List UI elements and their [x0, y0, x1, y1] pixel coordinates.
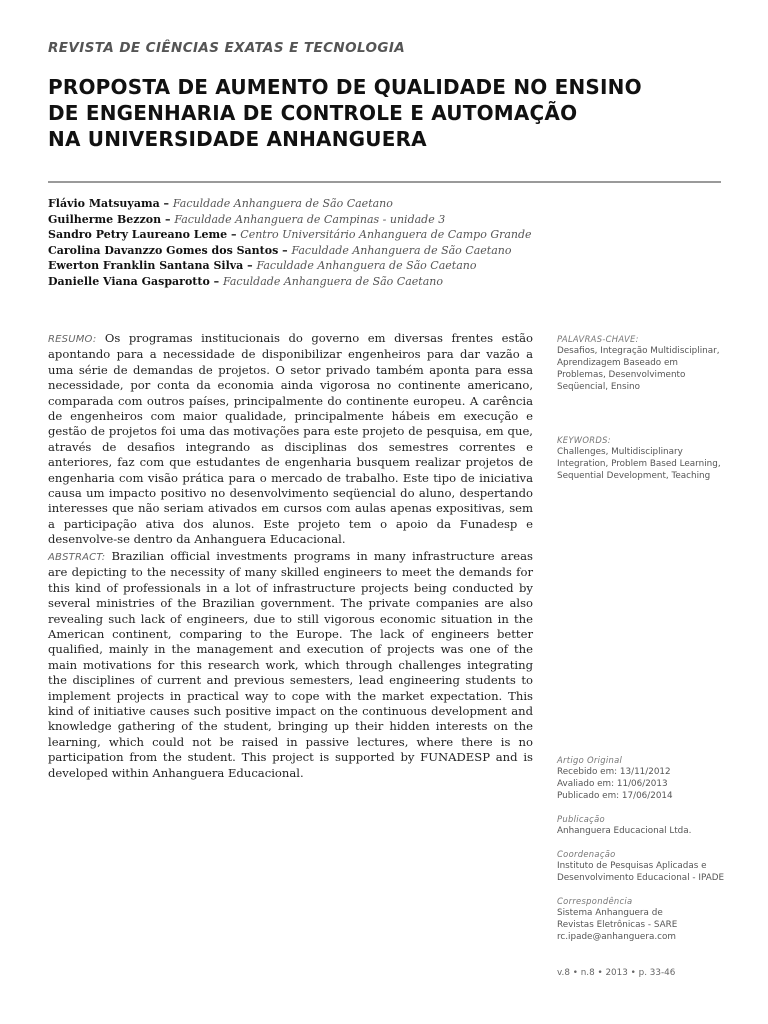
author-name: Danielle Viana Gasparotto	[48, 274, 210, 288]
article-metadata	[557, 754, 729, 954]
publicacao-text: Anhanguera Educacional Ltda.	[557, 826, 692, 836]
recebido-date: Recebido em: 13/11/2012	[557, 767, 671, 777]
correspondencia-line: Sistema Anhanguera de	[557, 908, 663, 918]
correspondencia-group	[557, 895, 729, 943]
author-entry	[48, 258, 718, 274]
abstract-label: ABSTRACT:	[48, 552, 106, 563]
palavras-chave-label: PALAVRAS-CHAVE:	[557, 334, 639, 344]
author-entry	[48, 274, 718, 290]
author-name: Ewerton Franklin Santana Silva	[48, 259, 244, 272]
publicacao-label: Publicação	[557, 814, 605, 824]
author-affiliation: Centro Universitário Anhanguera de Campo Grande	[240, 228, 532, 241]
abstract-text: Brazilian official investments programs in many infrastructure areas are depicting to the necessity of many skilled engineers to meet the demands for this kind of professionals in a lot of infrastructure projects being conducted by several ministries of the Brazilian government. The private companies are also revealing such lack of engineers, due to still vigorous economic situation in the American continent, comparing to the Europe. The lack of engineers better qualified, mainly in the management and execution of projects was one of the main motivations for this research work, which through challenges integrating the disciplines of current and previous semesters, lead engineering students to implement projects in practical way to cope with the market expectation. This kind of initiative causes such positive impact on the continuous development and knowledge gathering of the student, bringing up their hidden interests on the learning, which could not be raised in passive lectures, where there is no participation from the student. This project is supported by FUNADESP and is developed within Anhanguera Educacional.	[48, 549, 533, 780]
author-name: Guilherme Bezzon	[48, 212, 162, 226]
correspondencia-line: Revistas Eletrônicas - SARE	[557, 920, 678, 930]
author-affiliation: Faculdade Anhanguera de São Caetano	[222, 274, 443, 288]
palavras-chave-text: Desafios, Integração Multidisciplinar, Aprendizagem Baseado em Problemas, Desenvolvimento Seqüencial, Ensino	[557, 346, 720, 392]
author-name: Sandro Petry Laureano Leme	[48, 228, 228, 241]
header-divider	[48, 181, 721, 183]
author-affiliation: Faculdade Anhanguera de Campinas - unidade 3	[174, 212, 446, 226]
author-entry	[48, 243, 718, 259]
author-list	[48, 196, 718, 289]
author-separator: –	[161, 212, 175, 226]
resumo-paragraph	[48, 331, 533, 548]
author-separator: –	[159, 197, 173, 210]
resumo-label: RESUMO:	[48, 334, 97, 345]
artigo-label: Artigo Original	[557, 755, 623, 765]
author-separator: –	[278, 243, 292, 257]
coordenacao-line: Instituto de Pesquisas Aplicadas e	[557, 861, 707, 871]
keywords-block	[557, 434, 729, 482]
palavras-chave-block	[557, 333, 729, 393]
author-separator: –	[227, 228, 241, 241]
volume-footer: v.8 • n.8 • 2013 • p. 33-46	[557, 968, 676, 978]
author-name: Carolina Davanzzo Gomes dos Santos	[48, 243, 279, 257]
author-entry	[48, 227, 718, 243]
title-line: NA UNIVERSIDADE ANHANGUERA	[48, 127, 427, 151]
resumo-text: Os programas institucionais do governo em diversas frentes estão apontando para a necessidade de disponibilizar engenheiros para dar vazão a uma série de demandas de projetos. O setor privado também aponta para essa necessidade, por conta da economia ainda vigorosa no continente americano, comparada com outros países, principalmente do continente europeu. A carência de engenheiros com maior qualidade, principalmente hábeis em execução e gestão de projetos foi uma das motivações para este projeto de pesquisa, em que, através de desafios integrando as disciplinas dos semestres correntes e anteriores, faz com que estudantes de engenharia busquem realizar projetos de engenharia com visão prática para o mercado de trabalho. Este tipo de iniciativa causa um impacto positivo no desenvolvimento seqüencial do aluno, despertando interesses que não seriam ativados em cursos com aulas apenas expositivas, sem a participação ativa dos alunos. Este projeto tem o apoio da Funadesp e desenvolve-se dentro da Anhanguera Educacional.	[48, 331, 533, 547]
correspondencia-email[interactable]: rc.ipade@anhanguera.com	[557, 932, 676, 942]
author-separator: –	[209, 274, 223, 288]
coordenacao-line: Desenvolvimento Educacional - IPADE	[557, 873, 725, 883]
abstract-paragraph	[48, 549, 533, 781]
author-entry	[48, 212, 718, 228]
author-affiliation: Faculdade Anhanguera de São Caetano	[256, 259, 477, 272]
author-entry	[48, 196, 718, 212]
author-affiliation: Faculdade Anhanguera de São Caetano	[291, 243, 512, 257]
avaliado-date: Avaliado em: 11/06/2013	[557, 779, 668, 789]
artigo-group	[557, 754, 729, 802]
author-separator: –	[243, 259, 257, 272]
keywords-label: KEYWORDS:	[557, 435, 611, 445]
journal-name: REVISTA DE CIÊNCIAS EXATAS E TECNOLOGIA	[48, 40, 406, 56]
author-name: Flávio Matsuyama	[48, 197, 160, 210]
correspondencia-label: Correspondência	[557, 896, 633, 906]
keywords-text: Challenges, Multidisciplinary Integration, Problem Based Learning, Sequential Development, Teaching	[557, 447, 721, 481]
publicacao-group	[557, 813, 729, 837]
coordenacao-label: Coordenação	[557, 849, 616, 859]
article-title	[48, 74, 708, 152]
author-affiliation: Faculdade Anhanguera de São Caetano	[172, 197, 393, 210]
title-line: DE ENGENHARIA DE CONTROLE E AUTOMAÇÃO	[48, 101, 578, 125]
publicado-date: Publicado em: 17/06/2014	[557, 791, 673, 801]
coordenacao-group	[557, 848, 729, 884]
title-line: PROPOSTA DE AUMENTO DE QUALIDADE NO ENSINO	[48, 75, 642, 99]
